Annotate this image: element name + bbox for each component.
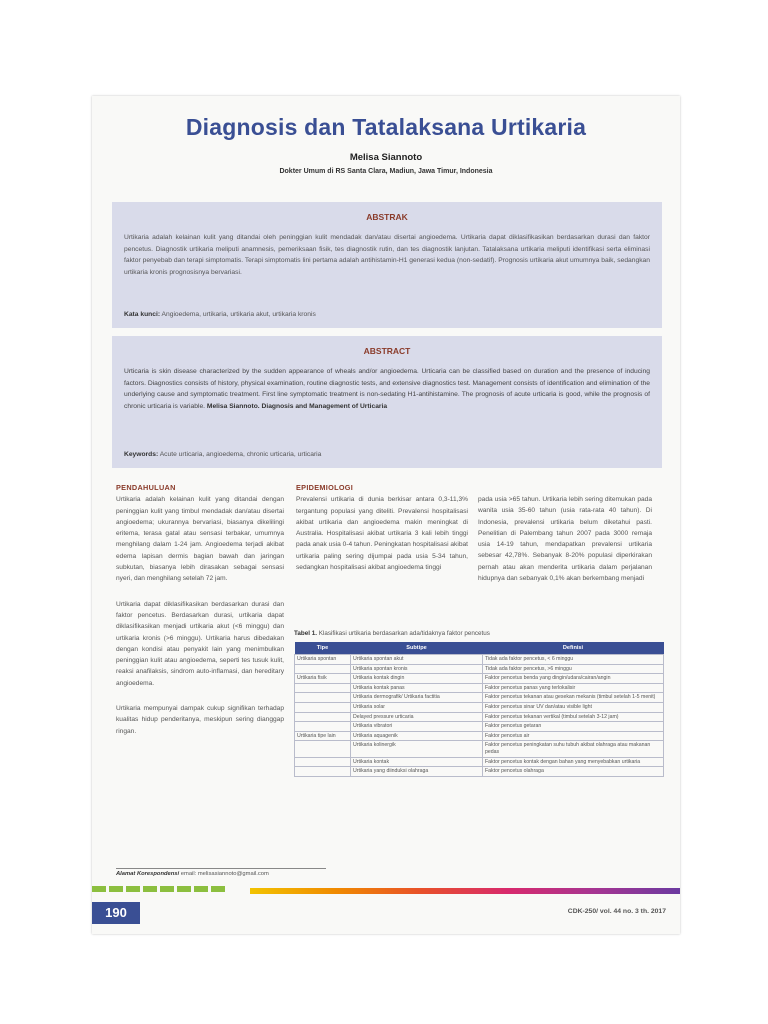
decorative-gradient-bar: [250, 888, 680, 894]
table-cell: Urtikaria kontak panas: [351, 683, 483, 693]
correspondence-label: Alamat Korespondensi: [116, 871, 180, 877]
table-cell: [295, 741, 351, 757]
table-row: [295, 741, 664, 757]
paragraph: Urtikaria adalah kelainan kulit yang ditandai dengan peninggian kulit yang timbul mendadak dan/atau disertai angioedema; ukurannya bervariasi, biasanya dikelilingi eritema, terasa gatal atau sensasi terbakar, umumnya menghilang dalam 1-24 jam. Angioedema terjadi akibat edema lapisan dermis bagian bawah dan jaringan subkutan, biasanya lebih dirasakan sebagai sensasi nyeri, dan menghilang setelah 72 jam.: [116, 496, 284, 583]
abstract-box: [112, 336, 662, 468]
table-cell: Urtikaria spontan akut: [351, 655, 483, 665]
table-cell: [295, 702, 351, 712]
table-cell: Urtikaria tipe lain: [295, 731, 351, 741]
paragraph: Urtikaria dapat diklasifikasikan berdasarkan durasi dan faktor pencetus. Berdasarkan durasi, urtikaria dapat diklasifikasikan menjadi urtikaria akut (<6 minggu) dan urtikaria kronis (>6 minggu). Urtikaria harus dibedakan dengan kondisi atau penyakit lain yang menimbulkan peninggian kulit atau angioedema, seperti tes tusuk kulit, reaksi anafilaksis, sindrom auto-inflamasi, dan hereditary angioedema.: [116, 600, 284, 687]
column-1: [116, 482, 284, 751]
abstract-keywords-label: Keywords:: [124, 451, 159, 458]
author-affiliation: Dokter Umum di RS Santa Clara, Madiun, Jawa Timur, Indonesia: [279, 168, 493, 175]
abstract-heading: ABSTRACT: [363, 346, 411, 356]
table-cell: [295, 693, 351, 703]
table-cell: Urtikaria kolinergik: [351, 741, 483, 757]
table-cell: [295, 712, 351, 722]
table-caption-text: Klasifikasi urtikaria berdasarkan ada/tidaknya faktor pencetus: [318, 630, 490, 637]
table-cell: Faktor pencetus air: [483, 731, 664, 741]
table-cell: Urtikaria vibratori: [351, 722, 483, 732]
column-3: [478, 482, 652, 598]
table-cell: Faktor pencetus tekanan vertikal (timbul setelah 3-12 jam): [483, 712, 664, 722]
table-cell: [295, 722, 351, 732]
table-cell: Urtikaria spontan kronis: [351, 664, 483, 674]
table-row: [295, 731, 664, 741]
article-title: Diagnosis dan Tatalaksana Urtikaria: [185, 114, 587, 140]
abstrak-body: Urtikaria adalah kelainan kulit yang ditandai oleh peninggian kulit mendadak dan/atau disertai angioedema. Urtikaria dapat diklasifikasikan berdasarkan durasi dan faktor pencetus. Diagnostik urtikaria meliputi anamnesis, pemeriksaan fisik, tes diagnostik rutin, dan tes diagnostik lanjutan. Tatalaksana urtikaria meliputi identifikasi serta eliminasi faktor penyebab dan terapi simptomatis. Terapi simptomatis lini pertama adalah antihistamin-H1 generasi kedua (non-sedatif). Prognosis urtikaria akut umumnya baik, sedangkan urtikaria kronis prognosisnya bervariasi.: [124, 234, 650, 276]
table-row: [295, 702, 664, 712]
author-name: Melisa Siannoto: [349, 152, 423, 163]
table-cell: Faktor pencetus olahraga: [483, 767, 664, 777]
abstrak-keywords-text: Angioedema, urtikaria, urtikaria akut, urtikaria kronis: [161, 311, 316, 318]
table-cell: Urtikaria kontak: [351, 757, 483, 767]
abstract-citation: Melisa Siannoto. Diagnosis and Management of Urticaria: [206, 402, 388, 410]
correspondence-email: email: melisasiannoto@gmail.com: [180, 871, 269, 877]
table-cell: Delayed pressure urticaria: [351, 712, 483, 722]
journal-page: [92, 96, 680, 934]
paragraph: Urtikaria mempunyai dampak cukup signifikan terhadap kualitas hidup penderitanya, meskipun sering dianggap ringan.: [116, 705, 284, 735]
table-cell: Tidak ada faktor pencetus, < 6 minggu: [483, 655, 664, 665]
table-cell: Urtikaria aquagenik: [351, 731, 483, 741]
table-cell: [295, 757, 351, 767]
table-cell: [295, 767, 351, 777]
paragraph: pada usia >65 tahun. Urtikaria lebih sering ditemukan pada wanita usia 35-60 tahun (usia rata-rata 40 tahun). Di Indonesia, prevalensi urtikaria belum diketahui pasti. Penelitian di Palembang tahun 2007 pada 3000 remaja usia 14-19 tahun, mendapatkan prevalensi urtikaria sebesar 42,78%. Sebanyak 8-20% populasi diperkirakan pernah atau akan menderita urtikaria dalam perjalanan hidupnya dan sebanyak 0,1% akan berkembang menjadi: [478, 496, 652, 583]
abstract-body-wrap: [124, 366, 650, 412]
table-caption: [294, 630, 490, 637]
table-row: [295, 655, 664, 665]
table-cell: Faktor pencetus getaran: [483, 722, 664, 732]
section-heading-pendahuluan: PENDAHULUAN: [116, 483, 176, 492]
column-2: [296, 482, 468, 587]
abstrak-keywords-label: Kata kunci:: [124, 311, 161, 318]
table-row: [295, 664, 664, 674]
table-caption-label: Tabel 1.: [294, 630, 317, 637]
table-header-cell: Subtipe: [351, 642, 483, 655]
table-cell: Urtikaria spontan: [295, 655, 351, 665]
table-cell: Faktor pencetus sinar UV dan/atau visible light: [483, 702, 664, 712]
section-heading-epidemiologi: EPIDEMIOLOGI: [296, 483, 354, 492]
table-row: [295, 757, 664, 767]
journal-footer: CDK-250/ vol. 44 no. 3 th. 2017: [567, 908, 666, 915]
table-cell: [295, 664, 351, 674]
table-row: [295, 767, 664, 777]
table-header-cell: Definisi: [483, 642, 664, 655]
table-row: [295, 674, 664, 684]
classification-table: [294, 642, 664, 777]
page-number: 190: [92, 902, 140, 924]
abstract-keywords-text: Acute urticaria, angioedema, chronic urticaria, urticaria: [159, 451, 322, 458]
table-row: [295, 693, 664, 703]
abstract-body: Urticaria is skin disease characterized by the sudden appearance of wheals and/or angioedema. Urticaria can be classified based on duration and the presence of inducing factors. Diagnostics consists of history, physical examination, routine diagnostic tests, and extensive diagnostics test. Management consists of identification and elimination of the underlying cause and symptomatic treatment. First line symptomatic treatment is non-sedating H1-antihistamine. The prognosis of acute urticaria is good, while the prognosis of chronic urticaria is variable.: [124, 368, 650, 410]
table-cell: Faktor pencetus tekanan atau gesekan mekanis (timbul setelah 1-5 menit): [483, 693, 664, 703]
table-cell: Urtikaria fisik: [295, 674, 351, 684]
abstrak-box: [112, 202, 662, 328]
abstrak-keywords: [124, 311, 316, 318]
table-cell: Tidak ada faktor pencetus, >6 minggu: [483, 664, 664, 674]
table-header-cell: Tipe: [295, 642, 351, 655]
abstract-keywords: [124, 451, 321, 458]
table-cell: Urtikaria solar: [351, 702, 483, 712]
table-header-row: [295, 642, 664, 655]
table-cell: Urtikaria dermografik/ Urtikaria factitia: [351, 693, 483, 703]
table-cell: Faktor pencetus panas yang terlokalisir: [483, 683, 664, 693]
table-row: [295, 712, 664, 722]
paragraph: Prevalensi urtikaria di dunia berkisar antara 0,3-11,3% tergantung populasi yang diteliti. Prevalensi hospitalisasi akibat urtikaria dan angioedema makin meningkat di Australia. Hospitalisasi akibat urtikaria 3 kali lebih tinggi pada anak usia 0-4 tahun. Peningkatan hospitalisasi akibat urtikaria paling sering dijumpai pada usia 5-34 tahun, sedangkan hospitalisasi akibat angioedema tinggi: [296, 496, 468, 572]
abstrak-heading: ABSTRAK: [366, 212, 408, 222]
table-cell: Faktor pencetus kontak dengan bahan yang menyebabkan urtikaria: [483, 757, 664, 767]
table-row: [295, 722, 664, 732]
table-cell: Faktor pencetus peningkatan suhu tubuh akibat olahraga atau makanan pedas: [483, 741, 664, 757]
table-cell: Urtikaria yang diinduksi olahraga: [351, 767, 483, 777]
table-row: [295, 683, 664, 693]
correspondence-line: [116, 868, 326, 877]
table-cell: Faktor pencetus benda yang dingin/udara/cairan/angin: [483, 674, 664, 684]
table-cell: Urtikaria kontak dingin: [351, 674, 483, 684]
table-cell: [295, 683, 351, 693]
